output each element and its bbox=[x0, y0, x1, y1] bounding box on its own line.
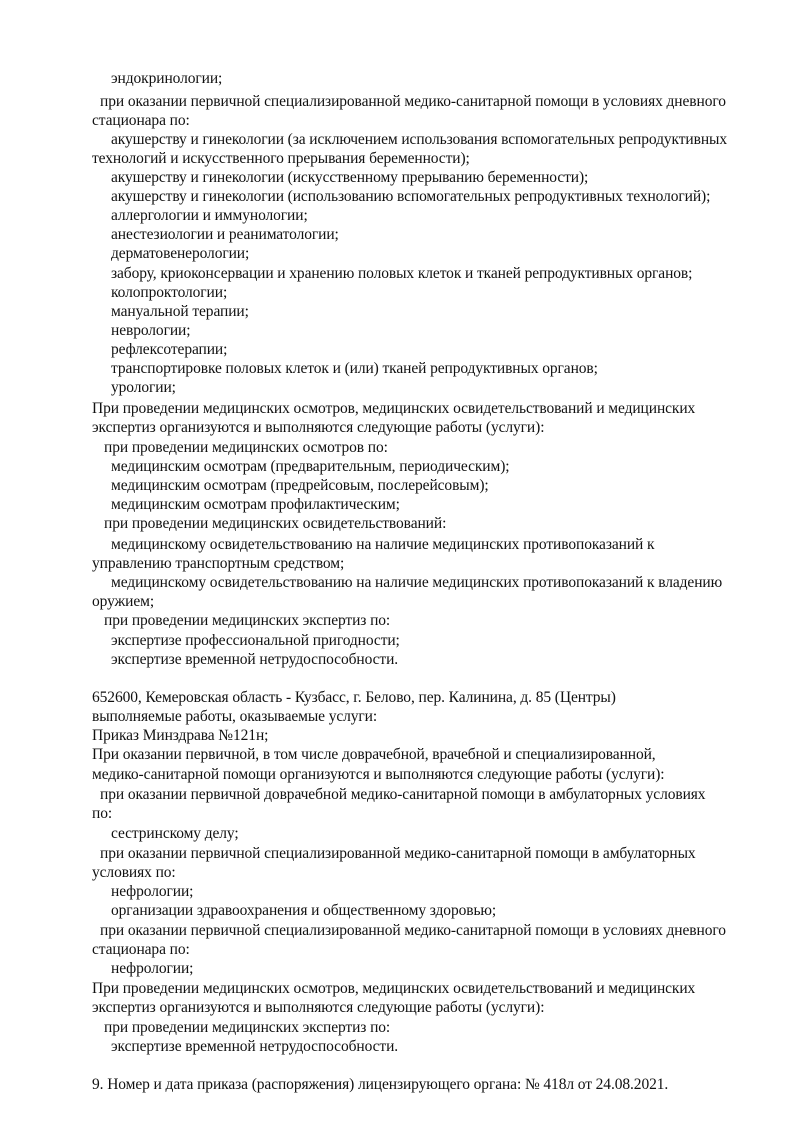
text-line: стационара по: bbox=[92, 941, 190, 958]
text-line: При проведении медицинских осмотров, медицинских освидетельствований и медицинских bbox=[92, 400, 696, 417]
text-line: при проведении медицинских экспертиз по: bbox=[104, 612, 391, 629]
text-line: нефрологии; bbox=[111, 960, 194, 977]
text-line: выполняемые работы, оказываемые услуги: bbox=[92, 708, 378, 725]
text-line: акушерству и гинекологии (искусственному прерыванию беременности); bbox=[111, 169, 589, 186]
text-line: мануальной терапии; bbox=[111, 303, 249, 320]
text-line: при проведении медицинских осмотров по: bbox=[104, 439, 388, 456]
address-line: 652600, Кемеровская область - Кузбасс, г. Белово, пер. Калинина, д. 85 (Центры) bbox=[92, 689, 616, 706]
text-line: нефрологии; bbox=[111, 883, 194, 900]
text-line: экспертизе профессиональной пригодности; bbox=[111, 632, 400, 649]
text-line: аллергологии и иммунологии; bbox=[111, 207, 308, 224]
text-line: колопроктологии; bbox=[111, 284, 228, 301]
text-line: акушерству и гинекологии (за исключением использования вспомогательных репродуктивных bbox=[111, 131, 727, 148]
text-line: При оказании первичной, в том числе доврачебной, врачебной и специализированной, bbox=[92, 746, 656, 763]
text-line: при оказании первичной доврачебной медико-санитарной помощи в амбулаторных условиях bbox=[100, 786, 706, 803]
text-line: При проведении медицинских осмотров, медицинских освидетельствований и медицинских bbox=[92, 980, 696, 997]
text-line: экспертиз организуются и выполняются следующие работы (услуги): bbox=[92, 999, 545, 1016]
text-line: управлению транспортным средством; bbox=[92, 555, 345, 572]
text-line: медицинскому освидетельствованию на наличие медицинских противопоказаний к bbox=[111, 536, 655, 553]
text-line: условиях по: bbox=[92, 864, 176, 881]
text-line: транспортировке половых клеток и (или) тканей репродуктивных органов; bbox=[111, 360, 598, 377]
text-line: при оказании первичной специализированной медико-санитарной помощи в условиях дневного bbox=[100, 922, 726, 939]
text-line: экспертизе временной нетрудоспособности. bbox=[111, 1038, 399, 1055]
text-line: медицинскому освидетельствованию на наличие медицинских противопоказаний к владению bbox=[111, 574, 723, 591]
text-line: экспертизе временной нетрудоспособности. bbox=[111, 651, 399, 668]
text-line: забору, криоконсервации и хранению половых клеток и тканей репродуктивных органов; bbox=[111, 265, 693, 282]
text-line: при оказании первичной специализированной медико-санитарной помощи в условиях дневного bbox=[100, 93, 726, 110]
text-line: стационара по: bbox=[92, 112, 190, 129]
text-line: медико-санитарной помощи организуются и выполняются следующие работы (услуги): bbox=[92, 766, 665, 783]
text-line: медицинским осмотрам (предварительным, периодическим); bbox=[111, 458, 510, 475]
text-line: технологий и искусственного прерывания беременности); bbox=[92, 150, 470, 167]
text-line: медицинским осмотрам профилактическим; bbox=[111, 496, 400, 513]
text-line: при проведении медицинских экспертиз по: bbox=[104, 1019, 391, 1036]
text-line: эндокринологии; bbox=[111, 70, 223, 87]
text-line: анестезиологии и реаниматологии; bbox=[111, 226, 339, 243]
text-line: экспертиз организуются и выполняются следующие работы (услуги): bbox=[92, 419, 545, 436]
text-line: оружием; bbox=[92, 593, 155, 610]
text-line: при оказании первичной специализированной медико-санитарной помощи в амбулаторных bbox=[100, 845, 696, 862]
text-line: рефлексотерапии; bbox=[111, 341, 228, 358]
text-line: неврологии; bbox=[111, 322, 191, 339]
text-line: дерматовенерологии; bbox=[111, 245, 250, 262]
text-line: по: bbox=[92, 805, 113, 822]
text-line: Приказ Минздрава №121н; bbox=[92, 727, 269, 744]
text-line: организации здравоохранения и общественному здоровью; bbox=[111, 902, 497, 919]
text-line: акушерству и гинекологии (использованию вспомогательных репродуктивных технологий); bbox=[111, 188, 711, 205]
text-line: сестринскому делу; bbox=[111, 825, 239, 842]
text-line: при проведении медицинских освидетельствований: bbox=[104, 515, 447, 532]
text-line: урологии; bbox=[111, 379, 176, 396]
text-line: медицинским осмотрам (предрейсовым, послерейсовым); bbox=[111, 477, 489, 494]
order-number-line: 9. Номер и дата приказа (распоряжения) лицензирующего органа: № 418л от 24.08.2021. bbox=[92, 1076, 669, 1093]
